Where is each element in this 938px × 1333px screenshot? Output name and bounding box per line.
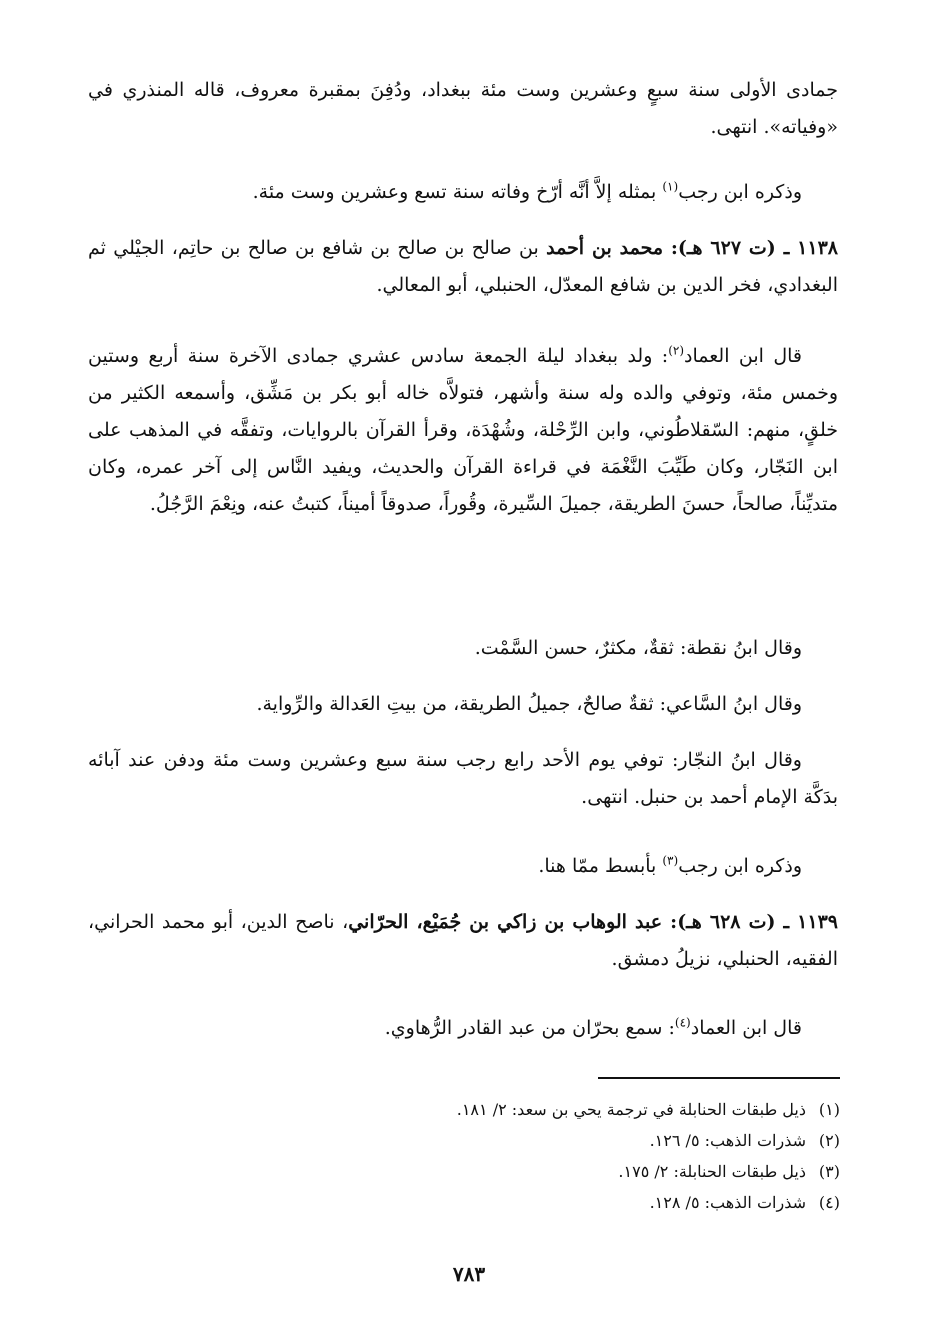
entry-number: ١١٣٩ ـ (ت ٦٢٨ هـ): bbox=[662, 911, 838, 933]
footnote-ref-2: (٢) bbox=[668, 343, 685, 358]
paragraph-text: : سمع بحرّان من عبد القادر الرُّهاوي. bbox=[384, 1017, 675, 1039]
footnote-ref-4: (٤) bbox=[674, 1015, 691, 1030]
footnote-divider bbox=[598, 1077, 840, 1079]
footnote-3 bbox=[240, 1156, 840, 1187]
footnote-4 bbox=[240, 1187, 840, 1218]
paragraph-ibn-rajab-1 bbox=[88, 174, 838, 211]
footnote-text: شذرات الذهب: ٥/ ١٢٦. bbox=[649, 1131, 806, 1150]
paragraph-text: : ولد ببغداد ليلة الجمعة سادس عشري جمادى الآخرة سنة أربع وستين وخمس مئة، وتوفي والده وله سنة وأشهر، فتولاَّه خاله أبو بكر بن مَشِّق، وأسمعه الكثير من خلقٍ، منهم: السّقلاطُوني، وابن الرِّحْلة، وشُهْدَة، وقرأ القرآن بالروايات، وتفقَّه في المذهب على ابن النَجّار، وكان طَيِّبَ النَّغْمَة في قراءة القرآن والحديث، ويفيد النَّاس إلى آخر عمره، وكان متديِّناً، صالحاً، حسنَ الطريقة، جميلَ السِّيرة، وقُوراً، صدوقاً أميناً، كتبتُ عنه، ونِعْمَ الرَّجُلُ. bbox=[88, 345, 838, 515]
paragraph-ibn-al-saai bbox=[88, 686, 838, 723]
paragraph-text: وقال ابنُ النجّار: توفي يوم الأحد رابع رجب سنة سبع وعشرين وست مئة ودفن عند آبائه بدَكَّة الإمام أحمد بن حنبل. انتهى. bbox=[88, 749, 838, 808]
footnote-number: (٢) bbox=[818, 1131, 840, 1150]
paragraph-text: قال ابن العماد bbox=[690, 1017, 802, 1039]
entry-text: بن صالح بن صالح بن شافع بن صالح بن حاتِم، الجيْلي ثم البغدادي، فخر الدين بن شافع المعدّل، الحنبلي، أبو المعالي. bbox=[88, 237, 838, 296]
paragraph-text: قال ابن العماد bbox=[684, 345, 802, 367]
paragraph-text: وذكره ابن رجب bbox=[678, 181, 802, 203]
footnotes bbox=[240, 1094, 840, 1218]
paragraph-ibn-nuqta bbox=[88, 630, 838, 667]
entry-name: عبد الوهاب بن زاكي بن جُمَيْع، الحرّاني bbox=[348, 911, 663, 933]
entry-1138 bbox=[88, 230, 838, 304]
footnote-ref-3: (٣) bbox=[662, 853, 679, 868]
paragraph-text: بمثله إلاَّ أنَّه أرّخ وفاته سنة تسع وعشرين وست مئة. bbox=[252, 181, 663, 203]
paragraph-text: وقال ابنُ السَّاعي: ثقةٌ صالحٌ، جميلُ الطريقة، من بيتِ العَدالة والرِّواية. bbox=[256, 693, 802, 715]
paragraph-ibn-al-najjar bbox=[88, 742, 838, 816]
footnote-text: ذيل طبقات الحنابلة: ٢/ ١٧٥. bbox=[618, 1162, 806, 1181]
footnote-text: ذيل طبقات الحنابلة في ترجمة يحي بن سعد: ٢/ ١٨١. bbox=[456, 1100, 806, 1119]
footnote-ref-1: (١) bbox=[662, 179, 679, 194]
page-number: ٧٨٣ bbox=[452, 1262, 486, 1286]
paragraph-text: وقال ابنُ نقطة: ثقةٌ، مكثرٌ، حسن السَّمْت. bbox=[474, 637, 802, 659]
paragraph-continuation bbox=[88, 72, 838, 146]
footnote-text: شذرات الذهب: ٥/ ١٢٨. bbox=[649, 1193, 806, 1212]
paragraph-ibn-al-imad-2 bbox=[88, 1010, 838, 1047]
entry-text: ، ناصح الدين، أبو محمد الحراني، الفقيه، الحنبلي، نزيلُ دمشق. bbox=[88, 911, 838, 970]
footnote-2 bbox=[240, 1125, 840, 1156]
footnote-1 bbox=[240, 1094, 840, 1125]
entry-number: ١١٣٨ ـ (ت ٦٢٧ هـ): bbox=[663, 237, 838, 259]
entry-name: محمد بن أحمد bbox=[546, 237, 664, 259]
entry-1139 bbox=[88, 904, 838, 978]
footnote-number: (٤) bbox=[818, 1193, 840, 1212]
footnote-number: (١) bbox=[818, 1100, 840, 1119]
footnote-number: (٣) bbox=[818, 1162, 840, 1181]
paragraph-ibn-rajab-2 bbox=[88, 848, 838, 885]
paragraph-text: بأبسط ممّا هنا. bbox=[538, 855, 663, 877]
paragraph-ibn-al-imad-1 bbox=[88, 338, 838, 523]
paragraph-text: جمادى الأولى سنة سبعٍ وعشرين وست مئة ببغداد، ودُفِنَ بمقبرة معروف، قاله المنذري في «وفياته». انتهى. bbox=[88, 79, 838, 138]
paragraph-text: وذكره ابن رجب bbox=[678, 855, 802, 877]
